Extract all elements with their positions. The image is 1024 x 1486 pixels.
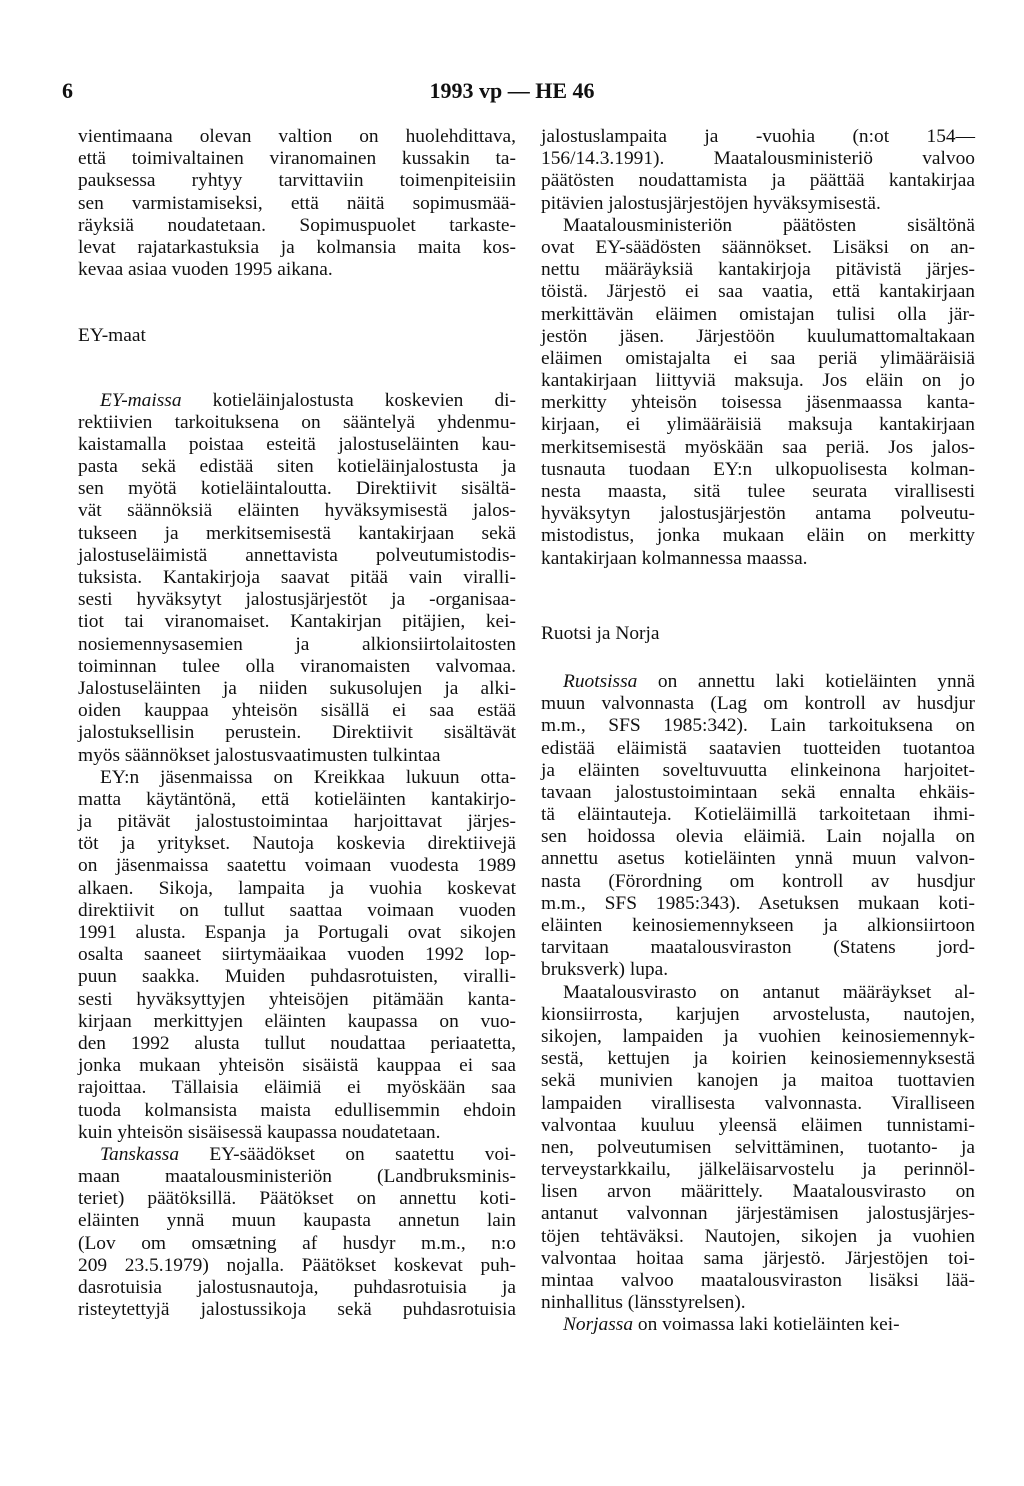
text-line: dasrotuisia jalostusnautoja, puhdasrotuisia ja xyxy=(78,1277,516,1298)
text-line: että toimivaltainen viranomainen kussakin ta- xyxy=(78,148,516,170)
text-line: risteytettyjä jalostussikoja sekä puhdasrotuisia xyxy=(78,1299,516,1321)
text-line: matta käytäntönä, että kotieläinten kantakirjo- xyxy=(78,788,516,810)
right-paragraph-4 xyxy=(541,982,975,1315)
text-line: rektiivien tarkoituksena on sääntelyä yhdenmu- xyxy=(78,411,516,433)
text-line: direktiivit on tullut saattaa voimaan vuoden xyxy=(78,899,516,921)
text-line: valvontaa hoitaa sama järjestö. Järjestöjen toi- xyxy=(541,1247,975,1269)
right-column xyxy=(541,126,975,1337)
text-line: ja eläinten soveltuvuutta elinkeinona harjoitet- xyxy=(541,759,975,781)
text-line: kantakirjaan liittyviä maksuja. Jos eläin on jo xyxy=(541,370,975,392)
text-line: nettu määräyksiä kantakirjoja pitävistä järjes- xyxy=(541,259,975,281)
text-line: jalostuslampaita ja -vuohia (n:ot 154— xyxy=(541,126,975,147)
section-heading-ruotsi-ja-norja: Ruotsi ja Norja xyxy=(541,622,660,644)
italic-term: Tanskassa xyxy=(100,1143,180,1165)
text-line: oiden kauppaa yhteisön sisällä ei saa estää xyxy=(78,700,516,722)
text-line: merkitsemisestä myöskään saa periä. Jos jalos- xyxy=(541,436,975,458)
text-line: eläinten keinosiemennykseen ja alkionsiirtoon xyxy=(541,915,975,936)
text-line: pitävien jalostusjärjestöjen hyväksymisestä. xyxy=(541,192,881,214)
text-line: jalostuksellisin perustein. Direktiivit sisältävät xyxy=(78,722,516,744)
text-line: maan maatalousministeriön (Landbruksminis- xyxy=(78,1166,516,1188)
section-heading-ey-maat: EY-maat xyxy=(78,325,146,347)
text-line: m.m., SFS 1985:342). Lain tarkoituksena on xyxy=(541,715,975,737)
left-column xyxy=(78,126,516,1321)
text-line: töt ja yritykset. Nautoja koskevia direktiivejä xyxy=(78,833,516,855)
text-line: 1991 alusta. Espanja ja Portugali ovat sikojen xyxy=(78,922,516,943)
text-line: pauksessa ryhtyy tarvittaviin toimenpiteisiin xyxy=(78,170,516,192)
text-line: terveystarkkailu, jälkeläisarvostelu ja perinnöl- xyxy=(541,1159,975,1181)
text-line: lampaiden virallisesta valvonnasta. Viralliseen xyxy=(541,1092,975,1114)
text-line: EY-maissa kotieläinjalostusta koskevien di- xyxy=(100,389,516,411)
text-line: tiot tai viranomaiset. Kantakirjan pitäjien, kei- xyxy=(78,611,516,633)
text-line: toiminnan tulee olla viranomaisten valvomaa. xyxy=(78,655,516,677)
text-line: tä eläintauteja. Kotieläimillä tarkoitetaan ihmi- xyxy=(541,804,975,826)
header-title: 1993 vp — HE 46 xyxy=(429,78,595,103)
text-line: jestön jäsen. Järjestöön kuulumattomaltakaan xyxy=(541,325,975,347)
text-line: antanut valvonnan järjestämisen jalostusjärjes- xyxy=(541,1203,975,1225)
text-line: eläinten ynnä muun kaupasta annetun lain xyxy=(78,1210,516,1232)
text-line: rajoittaa. Tällaisia eläimiä ei myöskään saa xyxy=(78,1077,516,1099)
text-line: vät säännöksiä eläinten hyväksymisestä jalos- xyxy=(78,500,516,522)
text-line: nesta maasta, sitä tulee seurata virallisesti xyxy=(541,481,975,502)
text-line: Maatalousvirasto on antanut määräykset al- xyxy=(563,981,975,1003)
text-line: räyksiä noudatetaan. Sopimuspuolet tarkaste- xyxy=(78,214,516,236)
right-paragraph-5 xyxy=(541,1314,975,1336)
text-line: ja pitävät jalostustoimintaa harjoittavat järjes- xyxy=(78,811,516,833)
text-line: valvontaa kuuluu yleensä eläimen tunnistami- xyxy=(541,1114,975,1136)
text-line: bruksverk) lupa. xyxy=(541,959,669,981)
text-line: 209 23.5.1979) nojalla. Päätökset koskevat puh- xyxy=(78,1254,516,1276)
text-line: tuksista. Kantakirjoja saavat pitää vain viralli- xyxy=(78,567,516,588)
text-line: sekä munivien kanojen ja maitoa tuottavien xyxy=(541,1070,975,1092)
text-line: 156/14.3.1991). Maatalousministeriö valvoo xyxy=(541,148,975,170)
text-line: Jalostuseläinten ja niiden sukusolujen ja alki- xyxy=(78,677,516,699)
text-line: levat rajatarkastuksia ja kolmansia maita kos- xyxy=(78,236,516,258)
text-line: nen, polveutumisen selvittäminen, tuotanto- ja xyxy=(541,1136,975,1158)
text-line: töistä. Järjestö ei saa vaatia, että kantakirjaan xyxy=(541,281,975,303)
text-line: sen myötä kotieläintaloutta. Direktiivit sisältä- xyxy=(78,478,516,500)
text-line: töjen tehtäväksi. Nautojen, sikojen ja vuohien xyxy=(541,1225,975,1247)
text-line: pasta sekä edistää siten kotieläinjalostusta ja xyxy=(78,456,516,478)
text-line: mintaa valvoo maatalousviraston lisäksi lää- xyxy=(541,1270,975,1291)
text-line: kirjaan merkittyjen eläinten kaupassa on vuo- xyxy=(78,1010,516,1032)
text-line: eläimen omistajalta ei saa periä ylimääräisiä xyxy=(541,347,975,369)
text-line: tuoda kolmansista maista edullisemmin ehdoin xyxy=(78,1099,516,1121)
right-paragraph-3 xyxy=(541,671,975,982)
italic-term: Ruotsissa xyxy=(563,670,638,692)
italic-term: EY-maissa xyxy=(100,389,182,411)
text-line: kevaa asiaa vuoden 1995 aikana. xyxy=(78,259,333,281)
left-paragraph-2 xyxy=(78,390,516,767)
text-line: päätösten noudattamista ja päättää kantakirjaa xyxy=(541,170,975,192)
text-line: sen hoidossa olevia eläimiä. Lain nojalla on xyxy=(541,826,975,848)
right-paragraph-1 xyxy=(541,126,975,215)
text-line: kionsiirrosta, karjujen arvostelusta, nautojen, xyxy=(541,1003,975,1025)
text-line: edistää eläimistä saatavien tuotteiden tuotantoa xyxy=(541,737,975,759)
text-line: nosiemennysasemien ja alkionsiirtolaitosten xyxy=(78,633,516,655)
text-line: jonka mukaan yhteisön sisäistä kauppaa ei saa xyxy=(78,1055,516,1077)
text-line: muun valvonnasta (Lag om kontroll av husdjur xyxy=(541,693,975,715)
page-number: 6 xyxy=(62,78,73,103)
text-line: osalta saaneet siirtymäaikaa vuoden 1992 lop- xyxy=(78,944,516,966)
text-line: mistodistus, jonka mukaan eläin on merkitty xyxy=(541,525,975,547)
text-line: tarvitaan maatalousviraston (Statens jord- xyxy=(541,937,975,959)
left-paragraph-1 xyxy=(78,126,516,281)
right-paragraph-2 xyxy=(541,215,975,570)
text-line: den 1992 alusta tullut noudattaa periaatetta, xyxy=(78,1032,516,1054)
text-line: Maatalousministeriön päätösten sisältönä xyxy=(563,214,975,236)
text-line: EY:n jäsenmaissa on Kreikkaa lukuun otta- xyxy=(100,766,516,788)
text-line: vientimaana olevan valtion on huolehdittava, xyxy=(78,126,516,147)
text-line: sen varmistamiseksi, että näitä sopimusmää- xyxy=(78,192,516,214)
text-line: ninhallitus (länsstyrelsen). xyxy=(541,1292,746,1314)
text-line: annettu asetus kotieläinten ynnä muun valvon- xyxy=(541,848,975,870)
italic-term: Norjassa xyxy=(563,1314,634,1336)
text-line: sestä, kettujen ja koirien keinosiemennyksestä xyxy=(541,1048,975,1070)
text-line: alkaen. Sikoja, lampaita ja vuohia koskevat xyxy=(78,877,516,899)
text-line: on jäsenmaissa saatettu voimaan vuodesta 1989 xyxy=(78,855,516,877)
text-line: Tanskassa EY-säädökset on saatettu voi- xyxy=(100,1143,516,1165)
text-line: tavaan jalostustoimintaan sekä ennalta ehkäis- xyxy=(541,781,975,803)
text-line: puun saakka. Muiden puhdasrotuisten, viralli- xyxy=(78,966,516,988)
text-line: kirjaan, ei ylimääräisiä maksuja kantakirjaan xyxy=(541,414,975,436)
text-line: tusnauta tuodaan EY:n ulkopuolisesta kolman- xyxy=(541,458,975,480)
text-line: teriet) päätöksillä. Päätökset on annettu koti- xyxy=(78,1188,516,1210)
left-paragraph-3 xyxy=(78,767,516,1144)
text-line: sikojen, lampaiden ja vuohien keinosiemennyk- xyxy=(541,1025,975,1047)
text-line: kaistamalla poistaa esteitä jalostuseläinten kau- xyxy=(78,433,516,455)
text-line: myös säännökset jalostusvaatimusten tulkintaa xyxy=(78,744,441,766)
left-paragraph-4 xyxy=(78,1144,516,1322)
text-line: hyväksytyn jalostusjärjestön antama polveutu- xyxy=(541,503,975,525)
text-line: nasta (Förordning om kontroll av husdjur xyxy=(541,870,975,892)
text-line: Norjassa on voimassa laki kotieläinten kei- xyxy=(563,1314,900,1336)
text-line: sesti hyväksytyt jalostusjärjestöt ja -organisaa- xyxy=(78,589,516,611)
text-line: ovat EY-säädösten säännökset. Lisäksi on an- xyxy=(541,236,975,258)
text-line: lisen arvon määrittely. Maatalousvirasto on xyxy=(541,1181,975,1203)
text-line: tukseen ja merkitsemisestä kantakirjaan sekä xyxy=(78,522,516,544)
text-line: sesti hyväksyttyjen yhteisöjen pitämään kanta- xyxy=(78,988,516,1010)
text-line: kantakirjaan kolmannessa maassa. xyxy=(541,547,808,569)
text-line: m.m., SFS 1985:343). Asetuksen mukaan koti- xyxy=(541,892,975,914)
text-line: Ruotsissa on annettu laki kotieläinten ynnä xyxy=(563,670,975,692)
text-line: (Lov om omsætning af husdyr m.m., n:o xyxy=(78,1232,516,1254)
text-line: kuin yhteisön sisäisessä kaupassa noudatetaan. xyxy=(78,1121,441,1143)
text-line: merkitty yhteisön toisessa jäsenmaassa kanta- xyxy=(541,392,975,414)
text-line: merkittävän eläimen omistajan tulisi olla jär- xyxy=(541,303,975,325)
text-line: jalostuseläimistä annettavista polveutumistodis- xyxy=(78,544,516,566)
